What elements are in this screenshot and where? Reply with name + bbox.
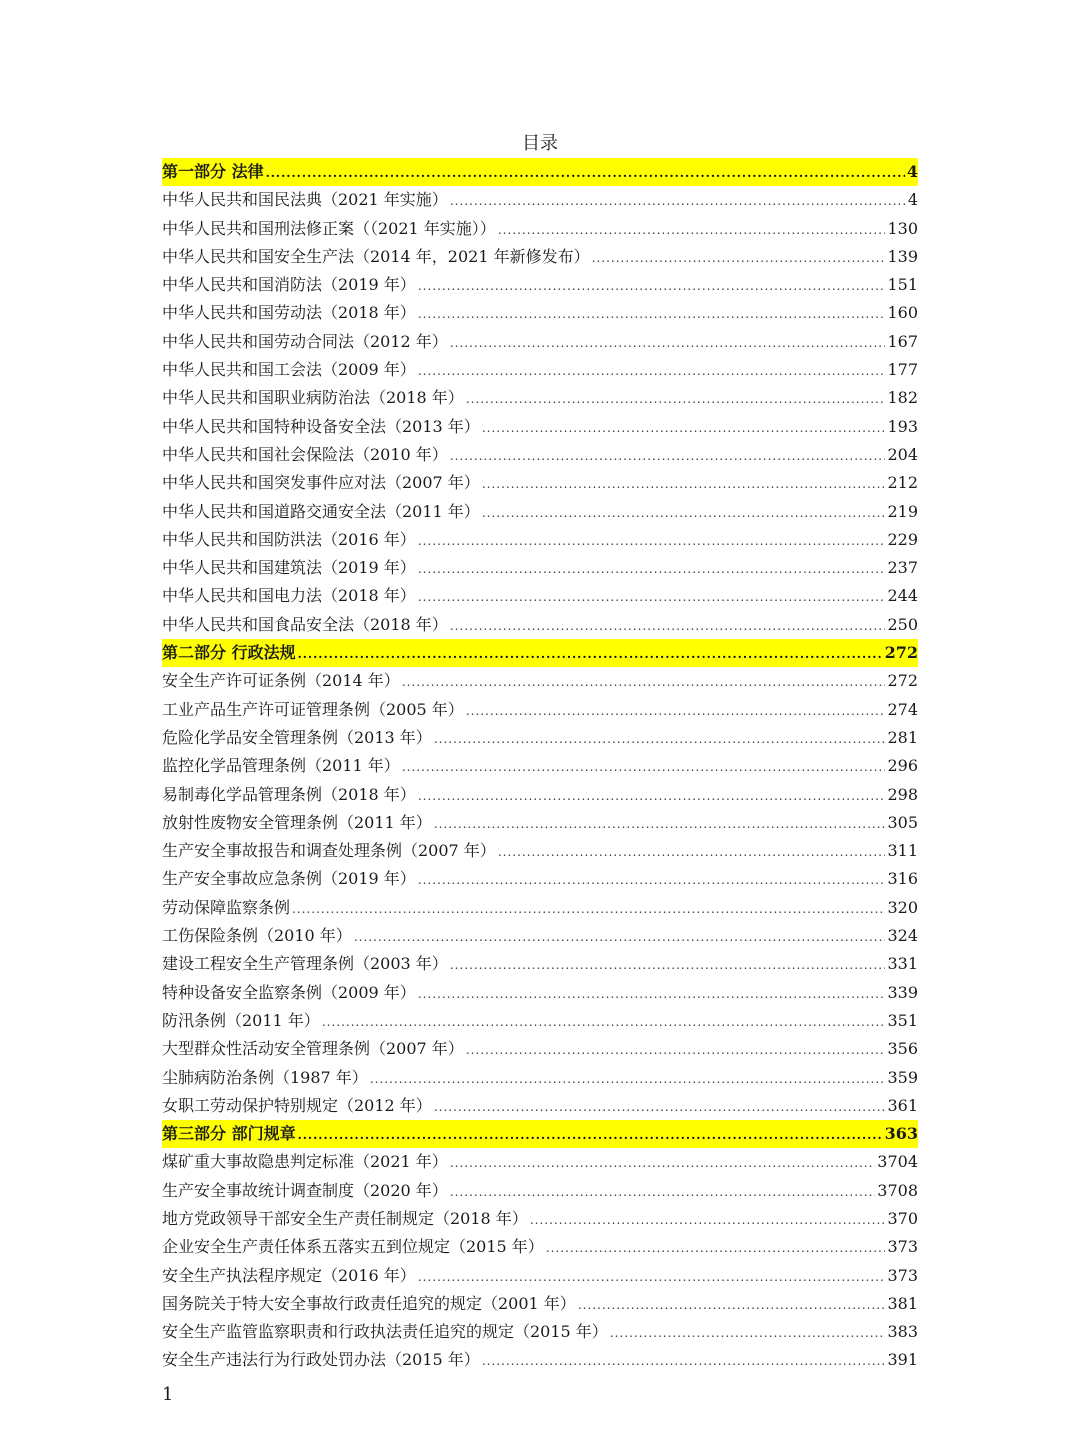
toc-entry-title: 中华人民共和国劳动法（2018 年） — [162, 303, 416, 323]
toc-section-heading[interactable] — [162, 639, 918, 667]
toc-entry-page: 339 — [887, 982, 918, 1002]
toc-entry[interactable] — [162, 781, 918, 809]
toc-entry-page: 4 — [906, 162, 918, 181]
toc-entry-title: 劳动保障监察条例 — [162, 897, 291, 917]
toc-entry-page: 311 — [887, 841, 918, 861]
toc-entry-title: 尘肺病防治条例（1987 年） — [162, 1067, 368, 1087]
toc-entry-title: 安全生产许可证条例（2014 年） — [162, 671, 400, 691]
toc-entry[interactable] — [162, 554, 918, 582]
dot-leader — [298, 1121, 883, 1149]
toc-entry-title: 中华人民共和国社会保险法（2010 年） — [162, 444, 448, 464]
toc-entry[interactable] — [162, 441, 918, 469]
toc-entry-page: 151 — [887, 275, 918, 295]
dot-leader — [498, 216, 886, 244]
toc-entry[interactable] — [162, 865, 918, 893]
toc-entry-page: 237 — [887, 558, 918, 578]
toc-entry[interactable] — [162, 271, 918, 299]
toc-entry[interactable] — [162, 1007, 918, 1035]
dot-leader — [578, 1291, 886, 1319]
toc-entry[interactable] — [162, 1092, 918, 1120]
toc-entry-title: 中华人民共和国劳动合同法（2012 年） — [162, 331, 448, 351]
dot-leader — [466, 697, 886, 725]
toc-entry-page: 139 — [887, 246, 918, 266]
dot-leader — [482, 499, 886, 527]
toc-entry-page: 298 — [887, 784, 918, 804]
toc-entry-title: 防汛条例（2011 年） — [162, 1010, 320, 1030]
toc-entry[interactable] — [162, 809, 918, 837]
toc-entry[interactable] — [162, 1262, 918, 1290]
toc-entry[interactable] — [162, 1148, 918, 1176]
dot-leader — [418, 1263, 886, 1291]
toc-entry[interactable] — [162, 1290, 918, 1318]
dot-leader — [610, 1319, 886, 1347]
toc-entry-title: 安全生产执法程序规定（2016 年） — [162, 1265, 416, 1285]
toc-entry[interactable] — [162, 356, 918, 384]
dot-leader — [592, 244, 886, 272]
toc-entry-page: 272 — [884, 643, 918, 663]
toc-entry-title: 企业安全生产责任体系五落实五到位规定（2015 年） — [162, 1237, 544, 1257]
toc-entry-title: 第一部分 法律 — [162, 162, 264, 181]
toc-entry-page: 331 — [887, 954, 918, 974]
toc-entry-page: 130 — [887, 218, 918, 238]
dot-leader — [434, 810, 886, 838]
dot-leader — [266, 159, 905, 187]
toc-entry-title: 中华人民共和国职业病防治法（2018 年） — [162, 388, 464, 408]
dot-leader — [498, 838, 886, 866]
toc-entry-title: 第三部分 部门规章 — [162, 1124, 296, 1144]
toc-entry[interactable] — [162, 1035, 918, 1063]
dot-leader — [466, 385, 886, 413]
dot-leader — [418, 866, 886, 894]
dot-leader — [418, 300, 886, 328]
toc-entry-page: 381 — [887, 1293, 918, 1313]
dot-leader — [482, 470, 886, 498]
toc-entry-page: 219 — [887, 501, 918, 521]
dot-leader — [402, 753, 886, 781]
toc-entry-page: 351 — [887, 1010, 918, 1030]
dot-leader — [322, 1008, 886, 1036]
toc-entry-title: 第二部分 行政法规 — [162, 643, 296, 663]
toc-entry-title: 中华人民共和国建筑法（2019 年） — [162, 558, 416, 578]
toc-entry-page: 4 — [907, 190, 918, 210]
toc-entry-title: 中华人民共和国食品安全法（2018 年） — [162, 614, 448, 634]
toc-entry[interactable] — [162, 667, 918, 695]
toc-entry-title: 易制毒化学品管理条例（2018 年） — [162, 784, 416, 804]
dot-leader — [450, 329, 886, 357]
dot-leader — [418, 555, 886, 583]
dot-leader — [482, 414, 886, 442]
dot-leader — [418, 527, 886, 555]
dot-leader — [450, 1149, 875, 1177]
toc-entry-title: 国务院关于特大安全事故行政责任追究的规定（2001 年） — [162, 1293, 576, 1313]
toc-entry-page: 370 — [887, 1208, 918, 1228]
toc-section-heading[interactable] — [162, 1120, 918, 1148]
dot-leader — [530, 1206, 886, 1234]
toc-entry[interactable] — [162, 498, 918, 526]
toc-entry[interactable] — [162, 328, 918, 356]
toc-entry-page: 363 — [884, 1124, 918, 1144]
toc-entry[interactable] — [162, 384, 918, 412]
toc-entry[interactable] — [162, 1233, 918, 1261]
toc-entry-title: 中华人民共和国工会法（2009 年） — [162, 360, 416, 380]
toc-entry-page: 296 — [887, 756, 918, 776]
toc-entry-page: 182 — [887, 388, 918, 408]
toc-entry-page: 167 — [887, 331, 918, 351]
toc-entry[interactable] — [162, 1064, 918, 1092]
dot-leader — [450, 442, 886, 470]
toc-entry-page: 177 — [887, 360, 918, 380]
toc-entry-page: 305 — [887, 812, 918, 832]
dot-leader — [354, 923, 886, 951]
toc-entry-page: 244 — [887, 586, 918, 606]
dot-leader — [434, 725, 886, 753]
toc-title: 目录 — [522, 133, 558, 154]
toc-entry-page: 250 — [887, 614, 918, 634]
dot-leader — [418, 583, 886, 611]
toc-entry-title: 危险化学品安全管理条例（2013 年） — [162, 727, 432, 747]
toc-entry-title: 煤矿重大事故隐患判定标准（2021 年） — [162, 1152, 448, 1172]
toc-entry-page: 383 — [887, 1322, 918, 1342]
toc-entry[interactable] — [162, 299, 918, 327]
toc-entry-title: 中华人民共和国突发事件应对法（2007 年） — [162, 473, 480, 493]
toc-entry[interactable] — [162, 1318, 918, 1346]
toc-entry-page: 391 — [887, 1350, 918, 1370]
toc-entry-title: 中华人民共和国电力法（2018 年） — [162, 586, 416, 606]
toc-entry-title: 中华人民共和国安全生产法（2014 年，2021 年新修发布） — [162, 246, 590, 266]
toc-entry-title: 生产安全事故应急条例（2019 年） — [162, 869, 416, 889]
toc-entry-title: 中华人民共和国民法典（2021 年实施） — [162, 190, 448, 210]
toc-entry[interactable] — [162, 696, 918, 724]
toc-entry-title: 工业产品生产许可证管理条例（2005 年） — [162, 699, 464, 719]
dot-leader — [450, 1178, 875, 1206]
toc-entry-page: 320 — [887, 897, 918, 917]
toc-entry-title: 生产安全事故统计调查制度（2020 年） — [162, 1180, 448, 1200]
toc-entry-title: 建设工程安全生产管理条例（2003 年） — [162, 954, 448, 974]
toc-entry-page: 373 — [887, 1237, 918, 1257]
toc-entry-title: 女职工劳动保护特别规定（2012 年） — [162, 1095, 432, 1115]
toc-entry-page: 373 — [887, 1265, 918, 1285]
toc-entry-page: 229 — [887, 529, 918, 549]
dot-leader — [450, 612, 886, 640]
toc-entry[interactable] — [162, 469, 918, 497]
toc-entry[interactable] — [162, 1177, 918, 1205]
toc-entry[interactable] — [162, 582, 918, 610]
toc-entry-title: 中华人民共和国道路交通安全法（2011 年） — [162, 501, 480, 521]
table-of-contents — [162, 158, 918, 1375]
dot-leader — [298, 640, 883, 668]
toc-entry-page: 3708 — [877, 1180, 918, 1200]
toc-entry[interactable] — [162, 724, 918, 752]
toc-entry-page: 356 — [887, 1039, 918, 1059]
toc-entry[interactable] — [162, 837, 918, 865]
toc-entry-title: 特种设备安全监察条例（2009 年） — [162, 982, 416, 1002]
toc-entry-title: 中华人民共和国防洪法（2016 年） — [162, 529, 416, 549]
toc-entry[interactable] — [162, 1205, 918, 1233]
toc-section-heading[interactable] — [162, 158, 918, 186]
toc-entry-title: 安全生产违法行为行政处罚办法（2015 年） — [162, 1350, 480, 1370]
toc-entry[interactable] — [162, 922, 918, 950]
dot-leader — [466, 1036, 886, 1064]
dot-leader — [482, 1347, 886, 1375]
toc-entry[interactable] — [162, 752, 918, 780]
toc-entry[interactable] — [162, 186, 918, 214]
toc-entry-page: 324 — [887, 926, 918, 946]
toc-entry-page: 212 — [887, 473, 918, 493]
toc-entry-title: 中华人民共和国特种设备安全法（2013 年） — [162, 416, 480, 436]
toc-entry-title: 地方党政领导干部安全生产责任制规定（2018 年） — [162, 1208, 528, 1228]
toc-entry-title: 中华人民共和国刑法修正案（（2021 年实施）） — [162, 218, 496, 238]
toc-entry-page: 272 — [887, 671, 918, 691]
toc-entry-title: 生产安全事故报告和调查处理条例（2007 年） — [162, 841, 496, 861]
dot-leader — [418, 980, 886, 1008]
dot-leader — [418, 272, 886, 300]
toc-entry[interactable] — [162, 611, 918, 639]
dot-leader — [370, 1065, 886, 1093]
toc-entry[interactable] — [162, 243, 918, 271]
toc-entry-title: 工伤保险条例（2010 年） — [162, 926, 352, 946]
toc-entry[interactable] — [162, 894, 918, 922]
toc-entry-page: 274 — [887, 699, 918, 719]
toc-entry-title: 监控化学品管理条例（2011 年） — [162, 756, 400, 776]
toc-entry-page: 361 — [887, 1095, 918, 1115]
dot-leader — [418, 782, 886, 810]
toc-entry[interactable] — [162, 950, 918, 978]
dot-leader — [292, 895, 885, 923]
toc-entry[interactable] — [162, 979, 918, 1007]
toc-entry-page: 359 — [887, 1067, 918, 1087]
toc-entry-title: 中华人民共和国消防法（2019 年） — [162, 275, 416, 295]
toc-entry[interactable] — [162, 526, 918, 554]
toc-entry-page: 160 — [887, 303, 918, 323]
toc-entry[interactable] — [162, 413, 918, 441]
toc-entry-title: 安全生产监管监察职责和行政执法责任追究的规定（2015 年） — [162, 1322, 608, 1342]
dot-leader — [434, 1093, 886, 1121]
toc-entry-page: 204 — [887, 444, 918, 464]
toc-entry-page: 3704 — [877, 1152, 918, 1172]
dot-leader — [546, 1234, 886, 1262]
toc-entry-page: 316 — [887, 869, 918, 889]
dot-leader — [450, 951, 886, 979]
toc-entry-page: 193 — [887, 416, 918, 436]
toc-entry[interactable] — [162, 215, 918, 243]
toc-entry-title: 放射性废物安全管理条例（2011 年） — [162, 812, 432, 832]
page-number: 1 — [162, 1384, 174, 1405]
dot-leader — [402, 668, 886, 696]
toc-entry-title: 大型群众性活动安全管理条例（2007 年） — [162, 1039, 464, 1059]
dot-leader — [450, 187, 906, 215]
dot-leader — [418, 357, 886, 385]
toc-entry-page: 281 — [887, 727, 918, 747]
toc-entry[interactable] — [162, 1346, 918, 1374]
